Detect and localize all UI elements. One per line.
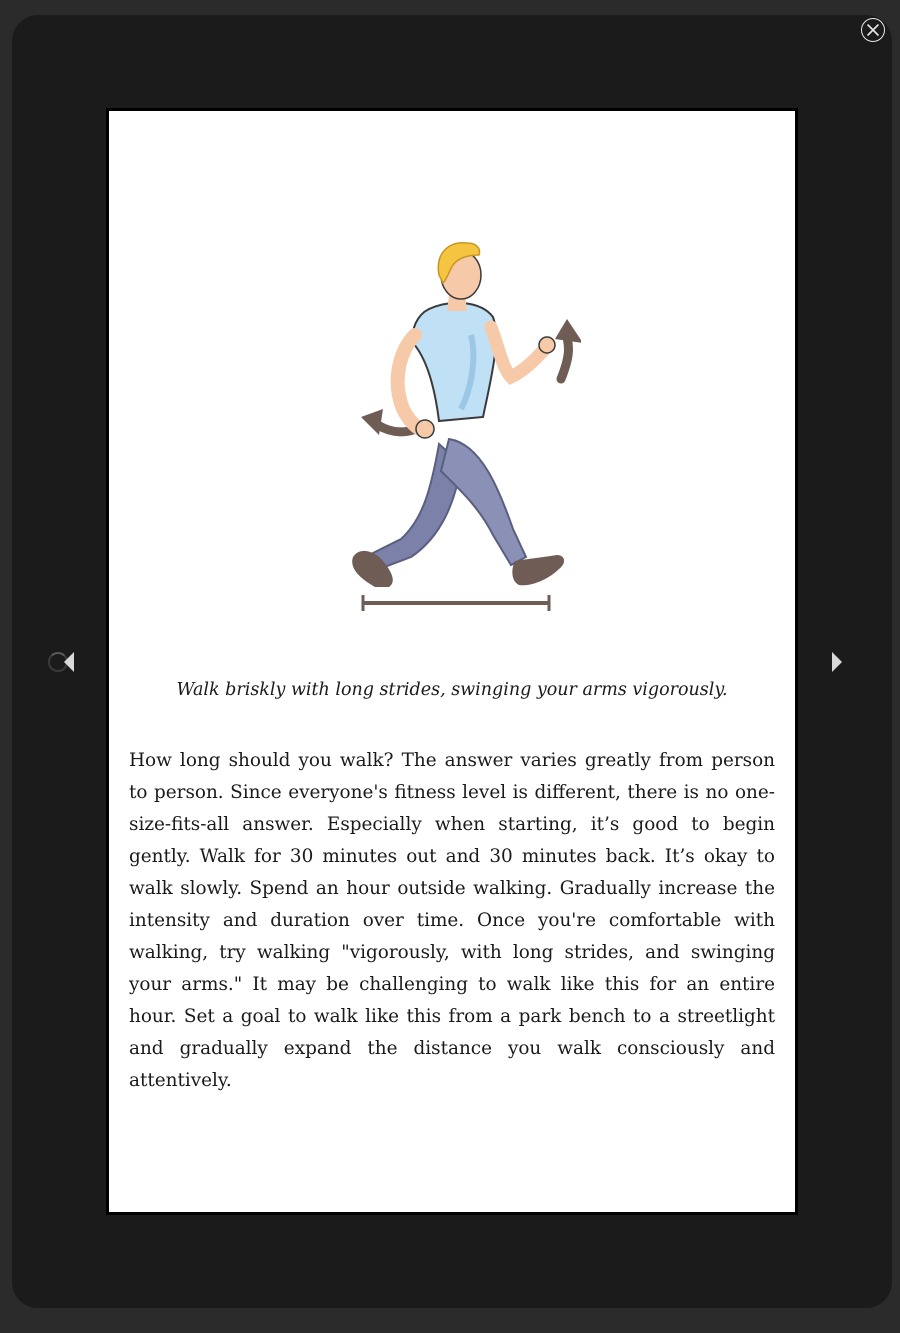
triangle-left-icon: [46, 649, 80, 675]
close-button[interactable]: [861, 18, 885, 42]
previous-page-button[interactable]: [46, 649, 80, 675]
book-page: [106, 108, 798, 1215]
page-body-text: How long should you walk? The answer varies greatly from person to person. Since everyone's fitness level is different, there is no one-size-fits-all answer. Especially when starting, it’s good to begin gently. Walk for 30 minutes out and 30 minutes back. It’s okay to walk slowly. Spend an hour outside walking. Gradually increase the intensity and duration over time. Once you're comfortable with walking, try walking "vigorously, with long strides, and swinging your arms." It may be challenging to walk like this for an entire hour. Set a goal to walk like this from a park bench to a streetlight and gradually expand the distance you walk consciously and attentively.: [129, 750, 775, 1091]
triangle-right-icon: [824, 649, 850, 675]
man-walking-illustration: [331, 239, 581, 619]
next-page-button[interactable]: [824, 649, 850, 675]
image-viewer: [12, 15, 892, 1308]
illustration-caption: Walk briskly with long strides, swinging your arms vigorously.: [176, 680, 728, 700]
close-icon: [866, 23, 880, 37]
